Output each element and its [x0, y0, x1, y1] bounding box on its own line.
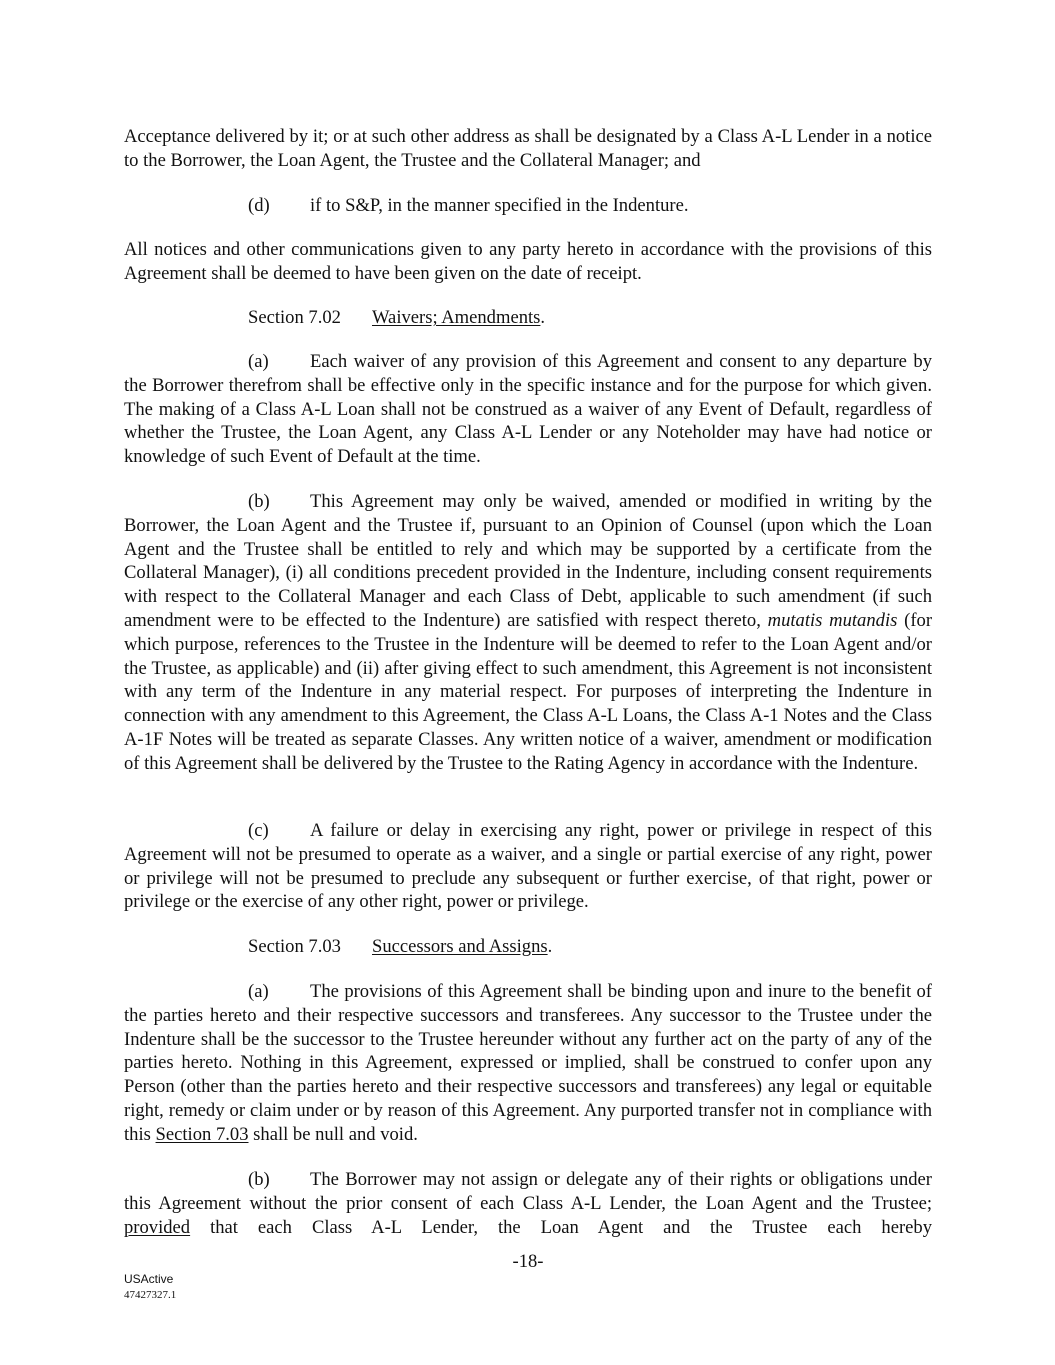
item-d-label: (d) [248, 195, 270, 216]
italic-term: mutatis mutandis [767, 609, 898, 631]
provided-term: provided [124, 1216, 191, 1238]
section-title: Successors and Assigns [372, 936, 548, 957]
notices-paragraph: All notices and other communications given to any party hereto in accordance with the provisions of this Agreement shall be deemed to have been given on the date of receipt. [124, 239, 932, 284]
section-title: Waivers; Amendments [372, 307, 541, 328]
section-7-02-b [124, 490, 932, 776]
clause-text: The Borrower may not assign or delegate any of their rights or obligations under this Agreement without the prior consent of each Class A-L Lender, the Loan Agent and the Trustee; [124, 1169, 932, 1214]
section-number: Section 7.03 [248, 936, 341, 957]
clause-text: A failure or delay in exercising any right, power or privilege in respect of this Agreement will not be presumed to operate as a waiver, and a single or partial exercise of any right, power or privilege will not be presumed to preclude any subsequent or further exercise, of that right, power or privilege or the exercise of any other right, power or privilege. [124, 820, 932, 913]
section-7-03-a [124, 980, 932, 1147]
item-d-text: if to S&P, in the manner specified in the Indenture. [310, 195, 689, 216]
clause-text: Each waiver of any provision of this Agreement and consent to any departure by the Borrower therefrom shall be effective only in the specific instance and for the purpose for which given. The making of a Class A-L Loan shall not be construed as a waiver of any Event of Default, regardless of whether the Trustee, the Loan Agent, any Class A-L Lender or any Noteholder may have had notice or knowledge of such Event of Default at the time. [124, 351, 932, 468]
clause-label: (a) [248, 981, 269, 1002]
section-7-02-c [124, 819, 932, 914]
section-7-02-heading [248, 306, 545, 330]
clause-label: (a) [248, 351, 269, 372]
doc-status: USActive [124, 1272, 174, 1286]
section-title-period: . [540, 307, 546, 328]
section-title-period: . [547, 936, 553, 957]
section-reference: Section 7.03 [155, 1123, 249, 1145]
clause-label: (b) [248, 1169, 270, 1190]
clause-text-cont: shall be null and void. [253, 1123, 418, 1145]
continuation-paragraph: Acceptance delivered by it; or at such other address as shall be designated by a Class A-L Lender in a notice to the Borrower, the Loan Agent, the Trustee and the Collateral Manager; and [124, 126, 932, 171]
item-d [248, 194, 689, 218]
doc-id: 47427327.1 [124, 1289, 177, 1301]
clause-text: The provisions of this Agreement shall be binding upon and inure to the benefit of the parties hereto and their respective successors and transferees. Any successor to the Trustee under the Indenture shall be the successor to the Trustee hereunder without any further act on the party of any of the parties hereto. Nothing in this Agreement, expressed or implied, shall be construed to confer upon any Person (other than the parties hereto and their respective successors and transferees) any legal or equitable right, remedy or claim under or by reason of this Agreement. Any purported transfer not in compliance with this [124, 981, 932, 1145]
clause-label: (c) [248, 820, 269, 841]
section-7-03-heading [248, 935, 552, 959]
clause-text-cont: (for which purpose, references to the Trustee in the Indenture will be deemed to refer to the Loan Agent and/or the Trustee, as applicable) and (ii) after giving effect to such amendment, this Agreement is not inconsistent with any term of the Indenture in any material respect. For purposes of interpreting the Indenture in connection with any amendment to this Agreement, the Class A-L Loans, the Class A-1 Notes and the Class A-1F Notes will be treated as separate Classes. Any written notice of a waiver, amendment or modification of this Agreement shall be delivered by the Trustee to the Rating Agency in accordance with the Indenture. [124, 609, 933, 774]
section-number: Section 7.02 [248, 307, 341, 328]
section-7-02-a [124, 350, 932, 469]
clause-text-cont: that each Class A-L Lender, the Loan Agent and the Trustee each hereby [210, 1216, 932, 1238]
clause-label: (b) [248, 491, 270, 512]
page-number: -18- [512, 1251, 544, 1272]
clause-text: This Agreement may only be waived, amended or modified in writing by the Borrower, the Loan Agent and the Trustee if, pursuant to an Opinion of Counsel (upon which the Loan Agent and the Trustee shall be entitled to rely and which may be supported by a certificate from the Collateral Manager), (i) all conditions precedent provided in the Indenture, including consent requirements with respect to the Collateral Manager and each Class of Debt, applicable to such amendment (if such amendment were to be effected to the Indenture) are satisfied with respect thereto, [124, 491, 932, 631]
section-7-03-b [124, 1168, 932, 1239]
